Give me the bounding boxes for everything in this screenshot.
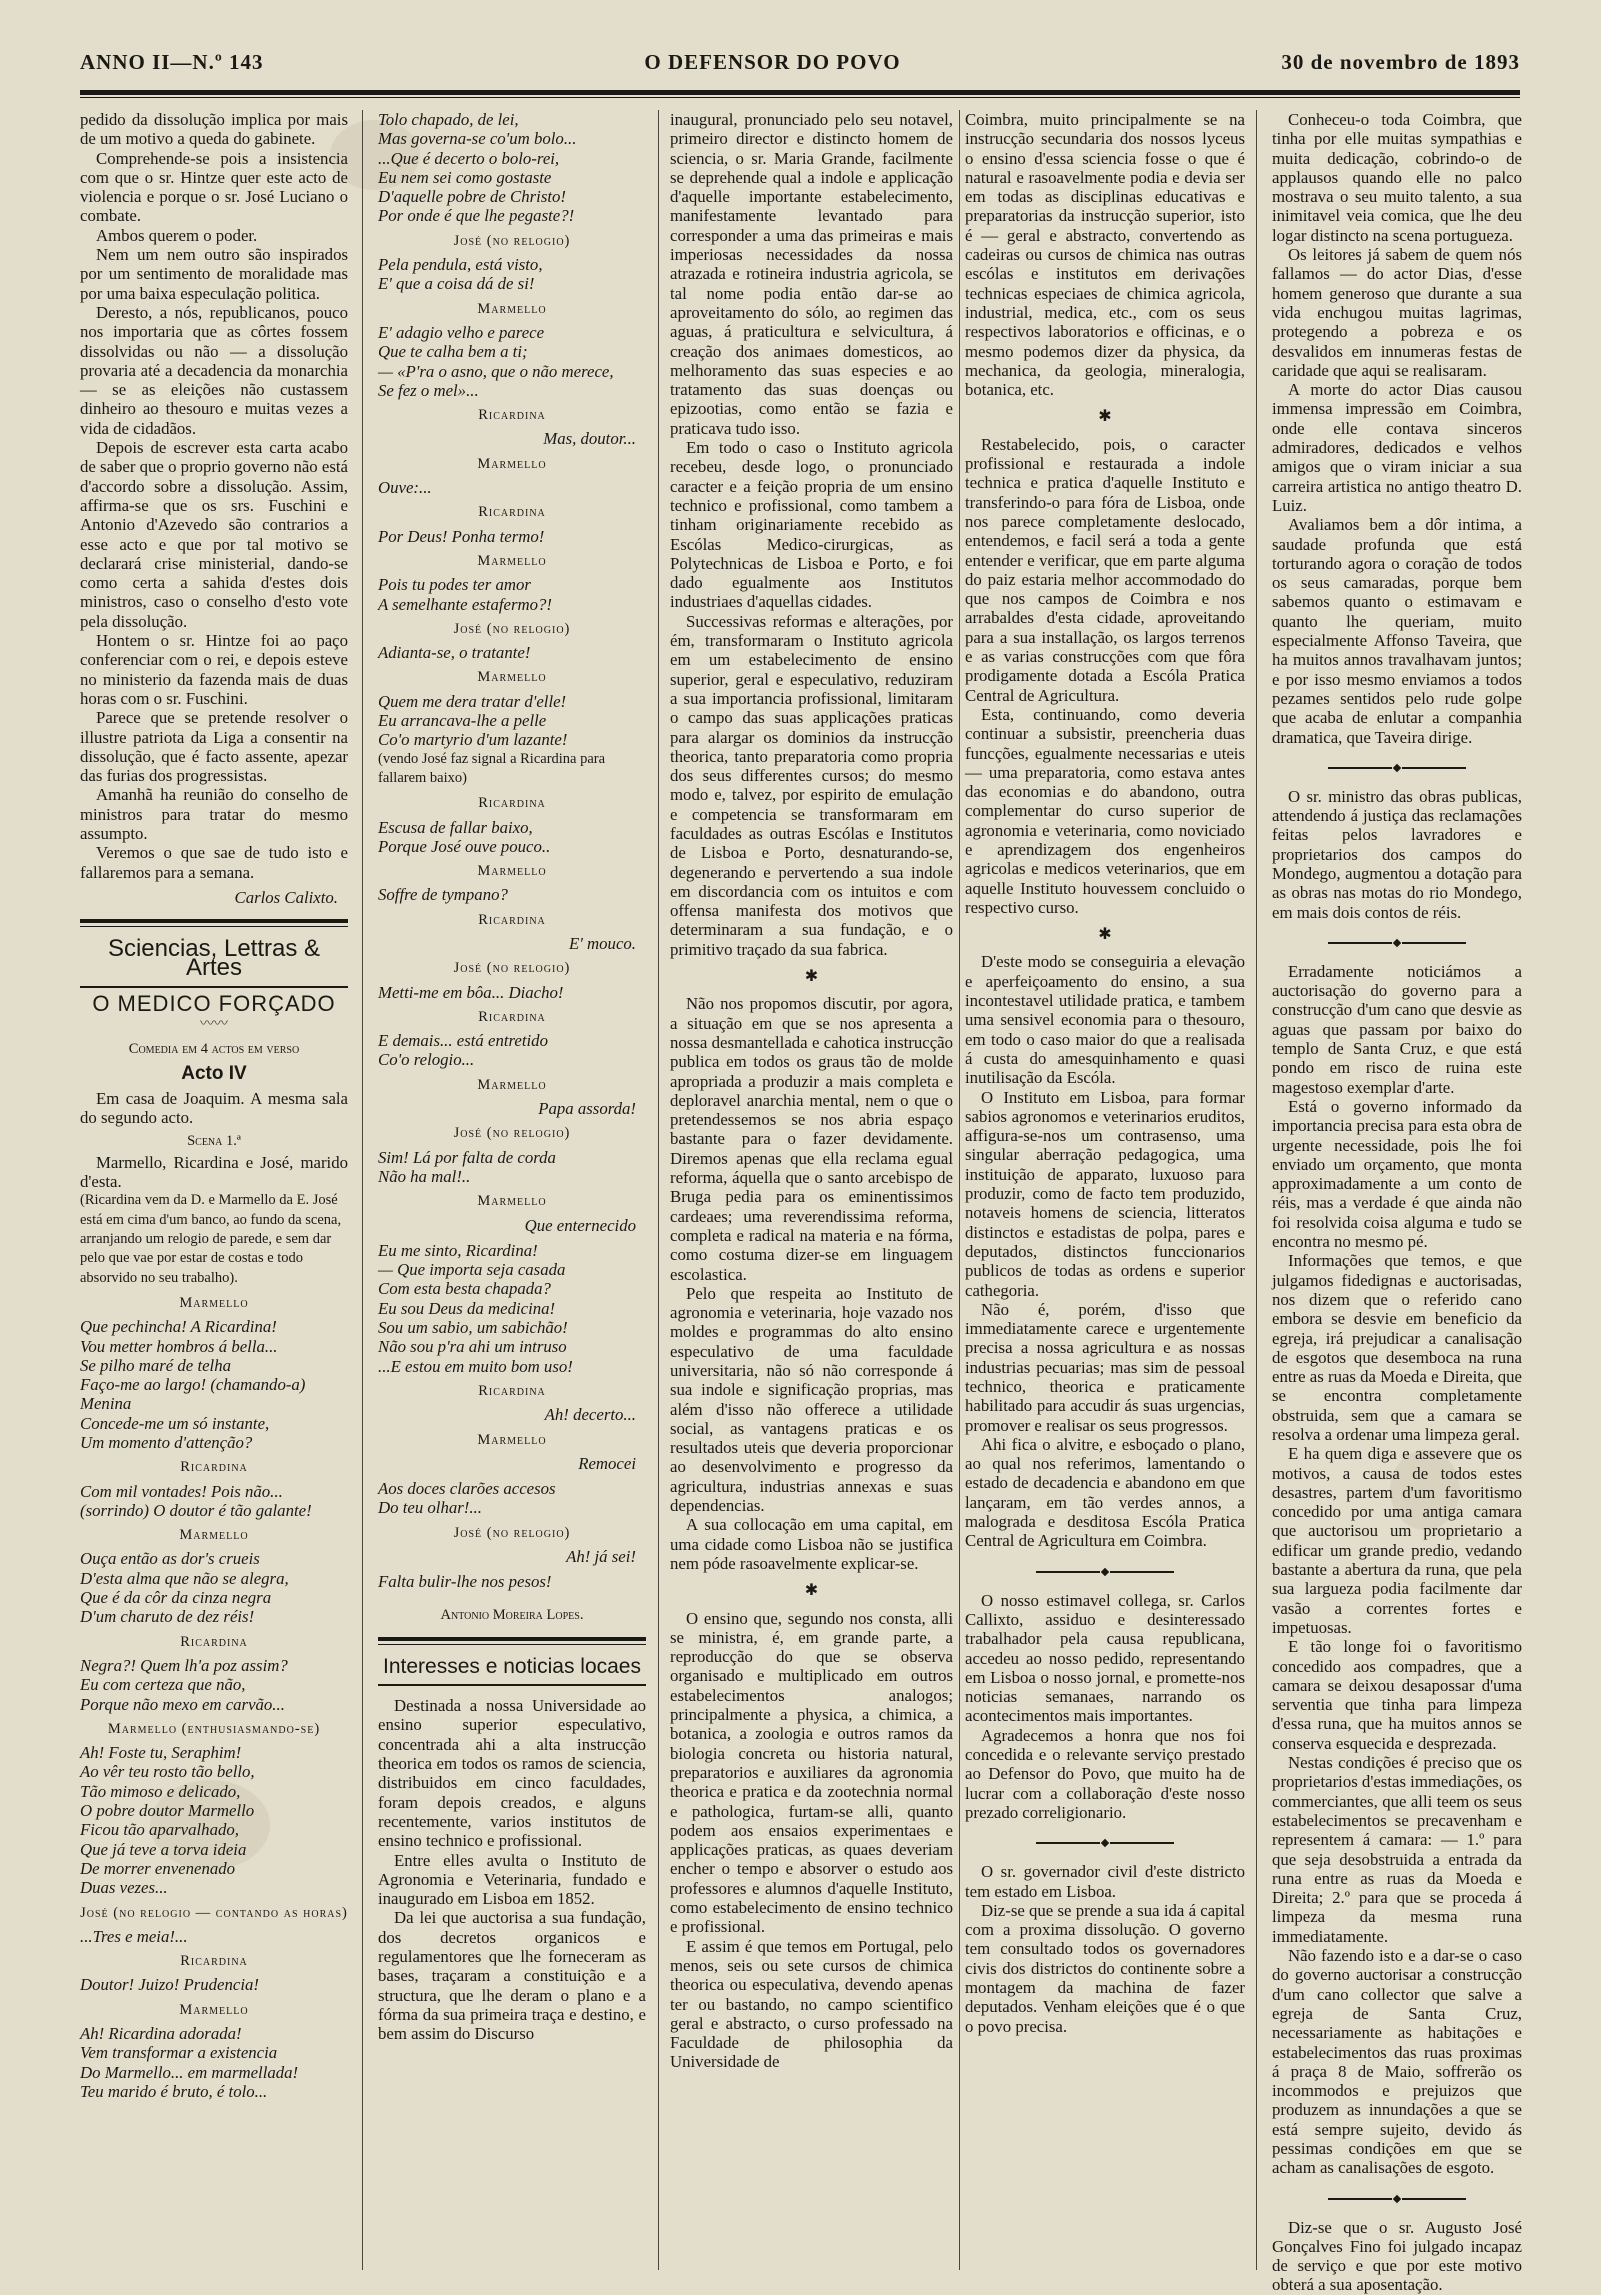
verse-line: Ouça então as dor's crueis	[80, 1549, 260, 1569]
verse-line: Se fez o mel»...	[378, 380, 479, 400]
verse-line: D'aquelle pobre de Christo!	[378, 187, 567, 207]
article-paragraphs	[670, 110, 953, 959]
speaker-name: Marmello	[179, 1527, 249, 1544]
article-paragraphs	[378, 1696, 646, 2043]
speaker-name: Marmello	[477, 1431, 547, 1448]
article-paragraphs	[965, 110, 1245, 399]
speaker-name: Ricardina	[180, 1459, 248, 1476]
article-paragraphs	[670, 1609, 953, 2072]
paragraph: pedido da dissolução implica por mais de um motivo a queda do gabinete.	[80, 110, 348, 149]
paragraph: O nosso estimavel collega, sr. Carlos Callixto, assiduo e desinteressado trabalhador pela causa republicana, accedeu ao nosso pedido, representando em Lisboa o nosso jornal, e promette-nos noticias semanaes, narrando os acontecimentos mais importantes.	[965, 1590, 1245, 1726]
speaker-name: José (no relogio — contando as horas)	[80, 1904, 348, 1921]
separator-rule	[965, 1832, 1245, 1852]
news-item	[965, 1862, 1245, 2036]
verse-line: O pobre doutor Marmello	[80, 1801, 255, 1821]
column-4	[965, 110, 1245, 2280]
verse-line: — «P'ra o asno, que o não merece,	[378, 361, 614, 381]
column-rule	[959, 110, 960, 2270]
verse-line: Eu com certeza que não,	[80, 1675, 246, 1695]
paragraph: Não fazendo isto e a dar-se o caso do governo auctorisar a construcção d'um cano collector que salve a egreja de Santa Cruz, necessariamente as habitações e estabelecimentos das ruas proximas á praça 8 de Maio, soffrerão os incommodos e prejuizos que produzem as innundações a que se está sempre sujeito, devido ás pessimas condições em que se acham as canalisações de esgoto.	[1272, 1946, 1522, 2178]
paragraph: Em todo o caso o Instituto agricola recebeu, desde logo, o pronunciado caracter e a feição propria de um ensino technico e profissional, como tambem a tinham originariamente recebido as Escólas Medico-cirurgicas, as Polytechnicas de Lisboa e Porto, e foi dado egualmente aos Institutos industriaes d'aquellas cidades.	[670, 438, 953, 612]
newspaper-title: O DEFENSOR DO POVO	[644, 49, 901, 74]
verse-line: E demais... está entretido	[378, 1031, 548, 1051]
verse-line: Tão mimoso e delicado,	[80, 1781, 241, 1801]
verse-line: Mas, doutor...	[543, 429, 636, 449]
paragraph: Ambos querem o poder.	[96, 225, 258, 245]
letter-paragraphs	[80, 110, 348, 882]
verse-line: Ah! já sei!	[566, 1547, 636, 1566]
article-paragraphs	[965, 952, 1245, 1550]
verse-line: Sim! Lá por falta de corda	[378, 1147, 556, 1167]
paragraph: Coimbra, muito principalmente se na instrucção secundaria dos nossos lyceus o ensino d'essa sciencia fosse o que é natural e rasoavelmente podia e devia ser em todas as disciplinas educativas e preparatorias da instrucção superior, isto é — geral e abstracto, convertendo as cadeiras ou cursos de chimica nas outras escólas e institutos em derivações technicas especiaes de chimica agricola, industrial, medica, etc., com os seus respectivos laboratorios e officinas, e o mesmo podemos dizer da physica, da mechanica, da geologia, mineralogia, botanica, etc.	[965, 110, 1245, 400]
verse-line: D'esta alma que não se alegra,	[80, 1568, 289, 1588]
verse-line: Eu nem sei como gostaste	[378, 167, 552, 187]
paragraph: Informações que temos, e que julgamos fidedignas e auctorisadas, nos dizem que o referido cano embora se desvie em beneficio da egreja, irá prejudicar a canalisação de esgotos que desemboca na runa entre as ruas da Moeda e Direita, que se encontra completamente obstruida, sem que a camara se resolva a ordenar uma limpeza geral.	[1272, 1251, 1522, 1444]
paragraph: Não é, porém, d'isso que immediatamente carece e urgentemente precisa a nossa agricultura e as nossas industrias pecuarias; mas sim de pessoal technico, theorica e praticamente habilitado para accudir ás suas urgencias, promover e realisar os seus progressos.	[965, 1299, 1245, 1435]
issue-date: 30 de novembro de 1893	[1281, 49, 1520, 74]
paragraph: Esta, continuando, como deveria continuar a subsistir, preencheria duas funcções, egualmente necessarias e uteis — uma preparatoria, como estava antes das economias e do abandono, outra complementar do curso superior de agronomia e veterinaria, como noviciado e aprendizagem dos engenheiros agricolas e medicos veterinarios, que em aquelle Instituto houvessem concluido o respectivo curso.	[965, 704, 1245, 917]
paragraph: Deresto, a nós, republicanos, pouco nos importaria que as côrtes fossem dissolvidas ou não — a dissolução provaria até a decadencia da monarchia — se as eleições não custassem dinheiro ao thesouro e muitas vezes a vida de cidadãos.	[80, 302, 348, 438]
verse-line: Que já teve a torva ideia	[80, 1839, 247, 1859]
separator-star: ✱	[804, 968, 819, 986]
separator-rule	[1272, 757, 1522, 777]
verse-line: Faço-me ao largo! (chamando-a) Menina	[80, 1375, 306, 1414]
speaker-name: José (no relogio)	[453, 1125, 571, 1142]
play-subtitle: Comedia em 4 actos em verso	[128, 1041, 300, 1058]
speaker-name: Ricardina	[180, 1633, 248, 1650]
verse-line: — Que importa seja casada	[378, 1260, 566, 1280]
speaker-name: Ricardina	[478, 407, 546, 424]
paragraph: Da lei que auctorisa a sua fundação, dos decretos organicos e regulamentores que lhe forneceram as bases, traçaram a constituição e a structura, que lhe deram o plano e a fórma da sua primeira traça e destino, e bem assim do Discurso	[378, 1908, 646, 2044]
paragraph: Diz-se que se prende a sua ida á capital com a proxima dissolução. O governo tem consultado todos os governadores civis dos districtos do continente sobre a montagem da machina de fazer deputados. Venham eleições que é o que o povo precisa.	[965, 1900, 1245, 2036]
separator-star: ✱	[1098, 408, 1112, 426]
verse-line: Porque José ouve pouco..	[378, 836, 551, 856]
paragraph: Parece que se pretende resolver o illustre patriota da Liga a consentir na dissolução, que é facto assente, apezar das furias dos progressistas.	[80, 708, 348, 786]
speaker-name: Ricardina	[478, 911, 546, 928]
section-title: Sciencias, Lettras & Artes	[107, 935, 321, 982]
paragraph: Entre elles avulta o Instituto de Agronomia e Veterinaria, fundado e inaugurado em Lisboa em 1852.	[378, 1850, 646, 1909]
speaker-name: José (no relogio)	[453, 620, 571, 637]
paragraph: Pelo que respeita ao Instituto de agronomia e veterinaria, hoje vazado nos moldes e programmas do alto ensino especulativo de uma faculdade universitaria, não só não corresponde á sua indole e significação proprias, mas além d'isso não offerece a utilidade social, as vantagens praticas e os resultados uteis que deveria proporcionar ao desenvolvimento e progresso da agricultura, industrias annexas e suas dependencias.	[670, 1283, 953, 1516]
dialogue	[378, 794, 646, 1591]
column-1	[80, 110, 348, 2280]
news-item	[1272, 2218, 1522, 2295]
speaker-name: Ricardina	[180, 1953, 248, 1970]
speaker-name: Marmello	[477, 300, 547, 317]
paragraph: O sr. ministro das obras publicas, attendendo á justiça das reclamações feitas pelos lavradores e proprietarios dos campos do Mondego, augmentou a dotação para as obras nas motas do rio Mondego, em mais dois contos de réis.	[1272, 786, 1522, 922]
section-rule	[378, 1684, 646, 1686]
dialogue-continued	[378, 110, 646, 226]
separator-rule	[965, 1561, 1245, 1581]
paragraph: Agradecemos a honra que nos foi concedida e o relevante serviço prestado ao Defensor do Povo, que muito ha de lucrar com a collaboração d'este nosso prezado correligionario.	[965, 1725, 1245, 1822]
separator-rule	[1272, 932, 1522, 952]
verse-line: Por Deus! Ponha termo!	[378, 526, 545, 546]
speaker-name: Marmello	[477, 669, 547, 686]
verse-line: Se pilho maré de telha	[80, 1355, 231, 1375]
section-rule	[378, 1637, 646, 1641]
paragraph: Amanhã ha reunião do conselho de ministros para tratar do mesmo assumpto.	[80, 785, 348, 843]
paragraph: Ahi fica o alvitre, e esboçado o plano, ao qual nos referimos, lamentando o estado de decadencia e abandono em que lançaram, em tão verdes annos, a malograda e desditosa Escóla Pratica Central de Agricultura em Coimbra.	[965, 1434, 1245, 1551]
verse-line: Não sou p'ra ahi um intruso	[378, 1337, 567, 1357]
play-title: O MEDICO FORÇADO	[92, 990, 336, 1016]
speaker-name: Ricardina	[478, 504, 546, 521]
separator-star: ✱	[1098, 926, 1112, 944]
verse-line: Soffre de tympano?	[378, 885, 508, 905]
speaker-name: Marmello	[477, 552, 547, 569]
verse-line: Que pechincha! A Ricardina!	[80, 1317, 277, 1337]
paragraph: Os leitores já sabem de quem nós fallamos — do actor Dias, d'esse homem generoso que durante a sua vida enchugou muitas lagrimas, protegendo a pobreza e os desvalidos em innumeras festas de caridade que aqui se realisaram.	[1272, 245, 1522, 380]
verse-line: Eu sou Deus da medicina!	[378, 1298, 556, 1318]
speaker-name: Ricardina	[478, 1008, 546, 1025]
setting: Em casa de Joaquim. A mesma sala do segundo acto.	[80, 1088, 348, 1128]
dialogue	[80, 1294, 348, 2101]
verse-line: Remocei	[578, 1453, 636, 1473]
section-rule	[80, 986, 348, 988]
scene-characters: Marmello, Ricardina e José, marido d'esta.	[80, 1152, 348, 1192]
speaker-name: Marmello	[179, 2001, 249, 2018]
verse-line: Duas vezes...	[80, 1878, 168, 1898]
verse-line: ...E estou em muito bom uso!	[378, 1356, 573, 1376]
paragraph: A morte do actor Dias causou immensa impressão em Coimbra, onde elle contava sinceros admiradores, dedicados e velhos amigos que o viram iniciar a sua carreira artistica no antigo theatro D. Luiz.	[1272, 380, 1522, 515]
verse-line: Que te calha bem a ti;	[378, 342, 528, 362]
paragraph: O Instituto em Lisboa, para formar sabios agronomos e veterinarios eruditos, affigura-se-nos um contrasenso, uma singular aberração pedagogica, uma instituição de apparato, luxuoso para produzir, como de facto tem produzido, notaveis homens de sciencia, litteratos distinctos e estadistas de polpa, pares e deputados, distinctos funccionarios publicos de todas as ordens e superior cathegoria.	[965, 1087, 1245, 1300]
paragraph: Nestas condições é preciso que os proprietarios d'estas immediações, os commerciantes, que alli teem os seus estabelecimentos se precavenham e representem á camara: — 1.º para que seja desobstruida a entrada da runa entre as ruas da Moeda e Direita; 2.º para que se proceda á limpeza da mesma runa immediatamente.	[1272, 1753, 1523, 1946]
speaker-name: José (no relogio)	[453, 232, 571, 249]
verse-line: Vem transformar a existencia	[80, 2043, 278, 2063]
issue-number: ANNO II—N.º 143	[80, 49, 264, 74]
paragraph: A sua collocação em uma capital, em uma cidade como Lisboa não se justifica nem póde rasoavelmente explicar-se.	[670, 1515, 953, 1573]
verse-line: Metti-me em bôa... Diacho!	[378, 982, 564, 1002]
verse-line: E' adagio velho e parece	[378, 322, 545, 342]
play-author: Antonio Moreira Lopes.	[440, 1606, 584, 1623]
verse-line: Pela pendula, está visto,	[378, 255, 543, 275]
verse-line: Eu arrancava-lhe a pelle	[378, 711, 547, 731]
verse-line: Tolo chapado, de lei,	[378, 110, 519, 129]
column-rule	[1256, 110, 1257, 2270]
news-item	[1272, 787, 1522, 922]
verse-line: Ouve:...	[378, 478, 432, 498]
dialogue	[378, 232, 646, 750]
paragraph: Diz-se que o sr. Augusto José Gonçalves Fino foi julgado incapaz de serviço e que por este motivo obterá a sua aposentação.	[1272, 2217, 1522, 2295]
stage-direction: (Ricardina vem da D. e Marmello da E. José está em cima d'um banco, ao fundo da scena, arranjando um relogio de parede, e sem dar pelo que vae por estar de costas e todo absorvido no seu trabalho).	[80, 1192, 342, 1286]
paragraph: O sr. governador civil d'este districto tem estado em Lisboa.	[965, 1862, 1245, 1901]
paragraph: Erradamente noticiámos a auctorisação do governo para a construcção d'um cano que desvie as aguas que passam por baixo do templo de Santa Cruz, e que está pondo em risco de ruina este magestoso exemplar d'arte.	[1272, 961, 1522, 1097]
speaker-name: Marmello	[179, 1294, 249, 1311]
verse-line: Porque não mexo em carvão...	[80, 1694, 285, 1714]
column-5	[1272, 110, 1523, 2295]
header-rule	[80, 90, 1520, 95]
verse-line: Por onde é que lhe pegaste?!	[378, 206, 575, 226]
paragraph: Está o governo informado da importancia precisa para esta obra de urgente necessidade, pois lhe foi enviado um orçamento, que monta approximadamente a um conto de réis, mas a verdade é que ainda não foi resolvida coisa alguma e tudo se encontra no mesmo pé.	[1272, 1096, 1522, 1252]
verse-line: Ah! decerto...	[544, 1405, 636, 1425]
paragraph: Restabelecido, pois, o caracter profissional e restaurada a indole technica e pratica d'aquelle Instituto e transferindo-o para fóra de Lisboa, onde nos parece completamente deslocado, entendemos, e facil será a toda a gente entender e verificar, que em parte alguma do paiz estaria melhor accommodado do que nos campos de Coimbra e nos arrabaldes d'esta cidade, aproveitando para a sua installação, os largos terrenos e as varias construcções com que fôra prodigamente dotada a Escóla Pratica Central de Agricultura.	[965, 434, 1245, 705]
scene-heading: Scena 1.ª	[187, 1132, 241, 1149]
verse-line: Sou um sabio, um sabichão!	[378, 1318, 568, 1338]
ornament: 〰〰	[200, 1017, 228, 1033]
speaker-name: Marmello	[477, 455, 547, 472]
verse-line: Não ha mal!..	[378, 1166, 471, 1186]
column-rule	[362, 110, 363, 2270]
verse-line: Com esta besta chapada?	[378, 1279, 551, 1299]
paragraph: Veremos o que sae de tudo isto e fallaremos para a semana.	[80, 843, 348, 882]
verse-line: Papa assorda!	[538, 1099, 636, 1119]
verse-line: Eu me sinto, Ricardina!	[378, 1240, 538, 1260]
verse-line: E' que a coisa dá de si!	[378, 274, 535, 294]
paragraph: O ensino que, segundo nos consta, alli se ministra, é, em grande parte, a reproducção do que se observa organisado e multiplicado em outros estabelecimentos analogos; principalmente a physica, a chimica, a botanica, a zoologia e outros ramos da biologia concreta ou historia natural, preparatorios e auxiliares da agronomia theorica e pratica e da zootechnia normal e pathologica, furtam-se alli, quanto podem aos ensaios experimentaes e applicações praticas, as quaes deveriam encher o tempo e absorver o estudo aos professores e alumnos d'aquelle Instituto, como estabelecimento de ensino technico e profissional.	[670, 1608, 953, 1937]
verse-line: D'um charuto de dez réis!	[80, 1607, 255, 1627]
section-rule-thin	[378, 1644, 646, 1645]
paragraph: E assim é que temos em Portugal, pelo menos, seis ou sete cursos de chimica theorica ou especulativa, devendo apenas ter ou bastando, no campo scientifico geral e abstracto, o curso professado na Faculdade de philosophia da Universidade de	[670, 1936, 953, 2072]
paragraph: Nem um nem outro são inspirados por um sentimento de moralidade mas por uma baixa especulação politica.	[80, 245, 348, 303]
verse-line: E' mouco.	[569, 933, 636, 953]
verse-line: Mas governa-se co'um bolo...	[378, 129, 577, 149]
verse-line: Que enternecido	[524, 1215, 636, 1235]
verse-line: Aos doces clarões accesos	[378, 1479, 556, 1499]
speaker-name: Ricardina	[478, 795, 546, 812]
section-rule	[80, 919, 348, 923]
paragraph: Depois de escrever esta carta acabo de saber que o proprio governo não está d'accordo sobre a dissolução. Assim, affirma-se que os srs. Fuschini e Antonio d'Azevedo são contrarios a esse acto e que por tal motivo se declarará crise ministerial, dando-se como certa a sahida d'estes dois ministros, caso o conselho d'esto vote pela dissolução.	[80, 438, 348, 631]
verse-line: Concede-me um só instante,	[80, 1413, 270, 1433]
verse-line: Co'o relogio...	[378, 1050, 475, 1070]
verse-line: De morrer envenenado	[80, 1858, 236, 1878]
paragraph: Hontem o sr. Hintze foi ao paço conferenciar com o rei, e depois esteve no ministerio da fazenda mais de duas horas com o sr. Fuschini.	[80, 631, 348, 708]
verse-line: Teu marido é bruto, é tolo...	[80, 2081, 268, 2101]
paragraph: Destinada a nossa Universidade ao ensino superior especulativo, concentrada ahi a alta instrucção theorica em todos os ramos de sciencia, distribuidos em cinco faculdades, foram depois creados, e alguns recentemente, varios institutos de ensino technico e profissional.	[378, 1696, 646, 1851]
column-rule	[658, 110, 659, 2270]
verse-line: Ah! Foste tu, Seraphim!	[80, 1743, 242, 1763]
verse-line: Ficou tão aparvalhado,	[80, 1820, 239, 1840]
verse-line: ...Que é decerto o bolo-rei,	[378, 148, 560, 168]
verse-line: Pois tu podes ter amor	[378, 575, 531, 595]
verse-line: Escusa de fallar baixo,	[378, 817, 533, 837]
separator-star: ✱	[804, 1582, 819, 1600]
signature: Carlos Calixto.	[234, 887, 338, 907]
section-title: Interesses e noticias locaes	[383, 1654, 641, 1678]
header-rule-thin	[80, 97, 1520, 98]
stage-direction: (vendo José faz signal a Ricardina para fallarem baixo)	[378, 750, 606, 786]
column-2	[378, 110, 646, 2280]
paragraph: E tão longe foi o favoritismo concedido aos compadres, que a camara se deixou desapossar d'uma serventia que tinha para limpeza d'essa runa, que ha muitos annos se conserva esquecida e desprezada.	[1272, 1637, 1522, 1753]
speaker-name: Marmello (enthusiasmando-se)	[107, 1720, 321, 1737]
speaker-name: José (no relogio)	[453, 1524, 571, 1541]
verse-line: Ah! Ricardina adorada!	[80, 2024, 242, 2044]
article-paragraphs	[670, 994, 953, 1573]
paragraph: Comprehende-se pois a insistencia com que o sr. Hintze quer este acto de violencia e porque o sr. José Luciano o combate.	[80, 148, 348, 226]
verse-line: Negra?! Quem lh'a poz assim?	[80, 1655, 288, 1675]
speaker-name: José (no relogio)	[453, 960, 571, 977]
paragraph: Avaliamos bem a dôr intima, a saudade profunda que está torturando agora o coração de todos os seus camaradas, porque bem sabemos quanto o estimavam e quanto lhe queriam, muito especialmente Affonso Taveira, que ha muitos annos travalhavam juntos; e por isso mesmo enviamos a todos pezames sentidos pelo rude golpe que acaba de enlutar a companhia dramatica, que Taveira dirige.	[1272, 515, 1522, 747]
verse-line: Falta bulir-lhe nos pesos!	[378, 1572, 552, 1592]
speaker-name: Marmello	[477, 1193, 547, 1210]
speaker-name: Marmello	[477, 863, 547, 880]
paragraph: Successivas reformas e alterações, por ém, transformaram o Instituto agricola em um estabelecimento de ensino superior, geral e especulativo, reduziram a sua importancia profissional, limitaram o campo das suas applicações praticas para alargar os dominios da instrucção theorica, tanto preparatoria como propria dos seus differentes cursos; do mesmo modo e, talvez, por espirito de emulação e competencia se transformaram em faculdades as outras Escólas e Institutos de Lisboa e Porto, desnaturando-se, degenerando e pervertendo a sua indole em discordancia com os intuitos e com offensa manifesta dos motivos que determinaram a sua fundação, e o primitivo traçado da sua fabrica.	[670, 611, 953, 959]
speaker-name: Marmello	[477, 1076, 547, 1093]
verse-line: Doutor! Juizo! Prudencia!	[80, 1975, 259, 1995]
masthead	[80, 42, 1520, 82]
separator-rule	[1272, 2188, 1522, 2208]
paragraph: Conheceu-o toda Coimbra, que tinha por elle muitas sympathias e muita dedicação, cobrindo-o de applausos quando elle no palco mostrava o seu muito talento, a sua inimitavel veia comica, que lhe deu logar distincto na scena portugueza.	[1272, 110, 1522, 245]
column-3	[670, 110, 953, 2280]
verse-line: A semelhante estafermo?!	[378, 594, 552, 614]
news-item	[965, 1591, 1245, 1823]
paragraph: Não nos propomos discutir, por agora, a situação em que se nos apresenta a nossa desmantellada e cahotica instrucção publica em todos os graus tão de molde apropriada a produzir a mais completa e deploravel anarchia mental, nem o que o pretendessemos se nos abria espaço bastante para o fazer devidamente. Diremos apenas que ella reclama egual reforma, áquella que o santo arcebispo de Bruga pedia para os eminentissimos cardeaes; uma reverendissima reforma, completa e radical na materia e na fórma, como costuma dizer-se em linguagem escolastica.	[670, 994, 953, 1284]
verse-line: Quem me dera tratar d'elle!	[378, 691, 567, 711]
verse-line: Co'o martyrio d'um lazante!	[378, 730, 568, 750]
verse-line: Vou metter hombros á bella...	[80, 1336, 278, 1356]
speaker-name: Ricardina	[478, 1382, 546, 1399]
act-heading: Acto IV	[181, 1062, 247, 1084]
verse-line: Com mil vontades! Pois não...	[80, 1481, 283, 1501]
verse-line: ...Tres e meia!...	[80, 1926, 188, 1946]
news-item	[1272, 110, 1522, 747]
verse-line: Adianta-se, o tratante!	[378, 643, 531, 663]
verse-line: Que é da côr da cinza negra	[80, 1588, 272, 1608]
verse-line: Um momento d'attenção?	[80, 1433, 253, 1452]
section-rule-thin	[80, 926, 348, 927]
verse-line: Do teu olhar!...	[378, 1498, 482, 1518]
news-item	[1272, 962, 1522, 2178]
article-paragraphs	[965, 435, 1245, 917]
verse-line: Ao vêr teu rosto tão bello,	[80, 1762, 255, 1782]
paragraph: D'este modo se conseguiria a elevação e aperfeiçoamento do ensino, a sua incontestavel utilidade pratica, e tambem uma sensivel economia para o thesouro, em todo o caso maior do que a realisada á custa do amesquinhamento e quasi inutilisação da Escóla.	[965, 952, 1245, 1088]
paragraph: inaugural, pronunciado pelo seu notavel, primeiro director e distincto homem de sciencia, o sr. Maria Grande, facilmente se deprehende qual a indole e applicação d'aquelle importante estabelecimento, manifestamente levantado para corresponder a uma das primeiras e mais imperiosas necessidades da nossa atrazada e rotineira industria agricola, se tal nome podia então dar-se ao aproveitamento do sólo, ao regimen das aguas, á praticultura e selvicultura, á creação dos animaes domesticos, ao melhoramento das suas especies e ao tratamento das suas doenças ou epizootias, como então se fazia e praticava tudo isso.	[670, 110, 953, 438]
paragraph: E ha quem diga e assevere que os motivos, a causa de todos estes desastres, partem d'um favoritismo concedido por uma antiga camara que auctorisou um proprietario a edificar um grande predio, vedando bastante a abertura da runa, que pela sua largueza podia facilmente dar vasão a correntes fortes e impetuosas.	[1272, 1444, 1522, 1637]
verse-line: Do Marmello... em marmellada!	[80, 2062, 299, 2082]
verse-line: (sorrindo) O doutor é tão galante!	[80, 1500, 312, 1520]
